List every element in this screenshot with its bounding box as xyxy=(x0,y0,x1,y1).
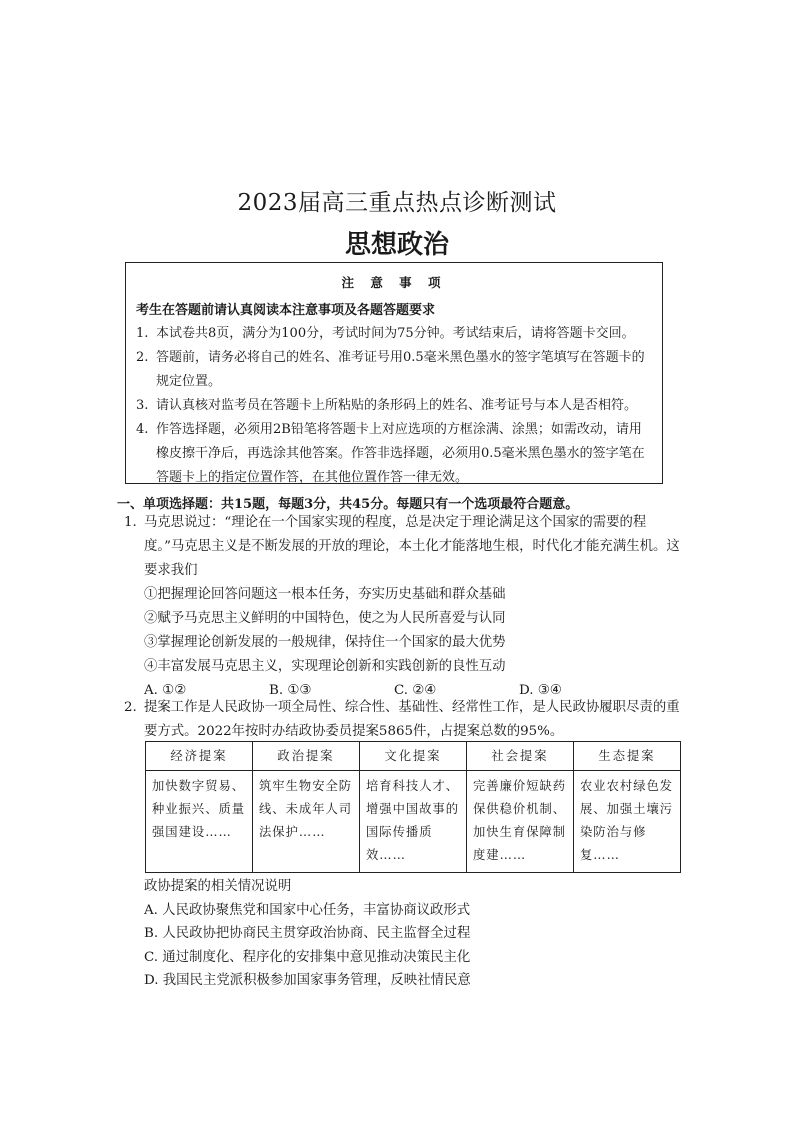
choice-a: A. 人民政协聚焦党和国家中心任务，丰富协商议政形式 xyxy=(144,902,471,918)
notice-item-number: 1. xyxy=(136,326,149,341)
question-number: 2. xyxy=(124,700,137,715)
notice-item-text: 作答选择题，必须用2B铅笔将答题卡上对应选项的方框涂满、涂黑；如需改动，请用橡皮擦干净后，再选涂其他答案。作答非选择题，必须用0.5毫米黑色墨水的签字笔在答题卡上的指定位置作答，在其他位置作答一律无效。 xyxy=(156,422,645,485)
choice-d: D. 我国民主党派积极参加国家事务管理，反映社情民意 xyxy=(144,973,471,988)
question-number: 1. xyxy=(124,515,137,530)
table-header: 经济提案 xyxy=(146,742,253,771)
proposal-table xyxy=(145,741,681,873)
notice-item-number: 3. xyxy=(136,398,149,413)
section-heading: 一、单项选择题：共15题，每题3分，共45分。每题只有一个选项最符合题意。 xyxy=(117,497,579,512)
notice-item xyxy=(126,394,662,418)
notice-item xyxy=(126,418,662,490)
statement-option: ④丰富发展马克思主义，实现理论创新和实践创新的良性互动 xyxy=(144,659,506,674)
notice-item-text: 请认真核对监考员在答题卡上所粘贴的条形码上的姓名、准考证号与本人是否相符。 xyxy=(156,398,638,413)
statement-option: ②赋予马克思主义鲜明的中国特色，使之为人民所喜爱与认同 xyxy=(144,611,506,626)
table-header: 政治提案 xyxy=(253,742,360,771)
notice-item xyxy=(126,322,662,346)
notice-list xyxy=(126,322,662,490)
subject-title: 思想政治 xyxy=(344,230,449,260)
table-row xyxy=(146,771,681,873)
table-cell: 筑牢生物安全防线、未成年人司法保护…… xyxy=(253,771,360,873)
notice-box xyxy=(125,262,663,484)
table-cell: 培育科技人才、增强中国故事的国际传播质效…… xyxy=(360,771,467,873)
statement-option: ③掌握理论创新发展的一般规律，保持住一个国家的最大优势 xyxy=(144,635,506,650)
choice-d: D. ③④ xyxy=(519,683,562,698)
notice-item-text: 本试卷共8页，满分为100分，考试时间为75分钟。考试结束后，请将答题卡交回。 xyxy=(156,326,635,341)
question-1 xyxy=(124,511,684,703)
table-header-row xyxy=(146,742,681,771)
table-cell: 加快数字贸易、种业振兴、质量强国建设…… xyxy=(146,771,253,873)
notice-item-text: 答题前，请务必将自己的姓名、准考证号用0.5毫米黑色墨水的签字笔填写在答题卡的规定位置。 xyxy=(156,350,645,389)
notice-heading: 考生在答题前请认真阅读本注意事项及各题答题要求 xyxy=(136,303,436,318)
question-stem: 提案工作是人民政协一项全局性、综合性、基础性、经常性工作，是人民政协履职尽责的重要方式。2022年按时办结政协委员提案5865件，占提案总数的95%。 xyxy=(144,700,680,739)
question-stem: 马克思说过：“理论在一个国家实现的程度，总是决定于理论满足这个国家的需要的程度。”马克思主义是不断发展的开放的理论，本土化才能落地生根，时代化才能充满生机。这要求我们 xyxy=(144,515,680,578)
choice-b: B. ①③ xyxy=(269,683,312,698)
table-cell: 农业农村绿色发展、加强土壤污染防治与修复…… xyxy=(574,771,681,873)
exam-title: 2023届高三重点热点诊断测试 xyxy=(237,190,557,216)
table-header: 生态提案 xyxy=(574,742,681,771)
question-prompt: 政协提案的相关情况说明 xyxy=(144,879,292,894)
notice-title: 注 意 事 项 xyxy=(341,275,447,290)
notice-item xyxy=(126,346,662,394)
notice-item-number: 4. xyxy=(136,422,149,437)
table-header: 社会提案 xyxy=(467,742,574,771)
table-cell: 完善廉价短缺药保供稳价机制、加快生育保障制度建…… xyxy=(467,771,574,873)
question-2 xyxy=(124,696,684,744)
statement-option: ①把握理论回答问题这一根本任务，夯实历史基础和群众基础 xyxy=(144,587,506,602)
notice-item-number: 2. xyxy=(136,350,149,365)
question-2-options xyxy=(144,875,704,993)
choice-a: A. ①② xyxy=(144,683,187,698)
choice-c: C. ②④ xyxy=(394,683,437,698)
choice-c: C. 通过制度化、程序化的安排集中意见推动决策民主化 xyxy=(144,949,471,965)
choice-b: B. 人民政协把协商民主贯穿政治协商、民主监督全过程 xyxy=(144,926,471,941)
table-header: 文化提案 xyxy=(360,742,467,771)
